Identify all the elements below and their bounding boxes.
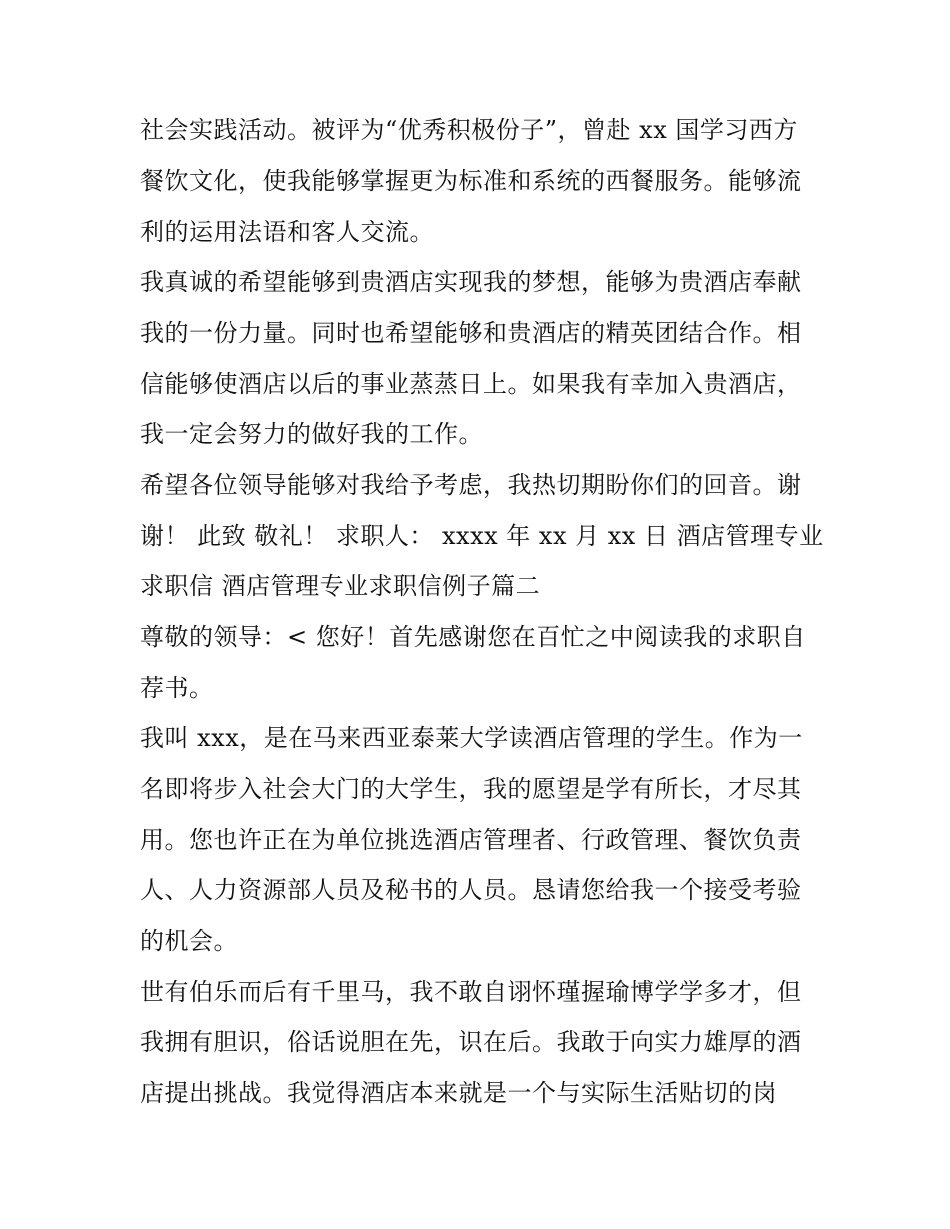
- text-line: 荐书。: [140, 674, 214, 702]
- text-line: 求职信 酒店管理专业求职信例子篇二: [140, 572, 541, 600]
- text-line: 人、人力资源部人员及秘书的人员。恳请您给我一个接受考验: [140, 876, 802, 904]
- text-line: 我拥有胆识，俗话说胆在先，识在后。我敢于向实力雄厚的酒: [140, 1028, 802, 1056]
- text-line: 店提出挑战。我觉得酒店本来就是一个与实际生活贴切的岗: [140, 1079, 777, 1107]
- text-line: 我叫 xxx，是在马来西亚泰莱大学读酒店管理的学生。作为一: [140, 724, 803, 752]
- text-line: 尊敬的领导：< 您好！首先感谢您在百忙之中阅读我的求职自: [140, 623, 806, 651]
- text-line: 名即将步入社会大门的大学生，我的愿望是学有所长，才尽其: [140, 775, 802, 803]
- text-line: 希望各位领导能够对我给予考虑，我热切期盼你们的回音。谢: [140, 471, 802, 499]
- text-line: 餐饮文化，使我能够掌握更为标准和系统的西餐服务。能够流: [140, 167, 802, 195]
- text-line: 用。您也许正在为单位挑选酒店管理者、行政管理、餐饮负责: [140, 826, 802, 854]
- text-line: 信能够使酒店以后的事业蒸蒸日上。如果我有幸加入贵酒店，: [140, 370, 802, 398]
- text-line: 谢！ 此致 敬礼！ 求职人： xxxx 年 xx 月 xx 日 酒店管理专业: [140, 522, 824, 550]
- text-line: 社会实践活动。被评为“优秀积极份子”，曾赴 xx 国学习西方: [140, 116, 798, 144]
- text-line: 利的运用法语和客人交流。: [140, 218, 434, 246]
- text-line: 我一定会努力的做好我的工作。: [140, 420, 483, 448]
- text-line: 我的一份力量。同时也希望能够和贵酒店的精英团结合作。相: [140, 319, 802, 347]
- text-line: 世有伯乐而后有千里马，我不敢自诩怀瑾握瑜博学学多才，但: [140, 978, 802, 1006]
- text-line: 我真诚的希望能够到贵酒店实现我的梦想，能够为贵酒店奉献: [140, 268, 802, 296]
- text-line: 的机会。: [140, 927, 238, 955]
